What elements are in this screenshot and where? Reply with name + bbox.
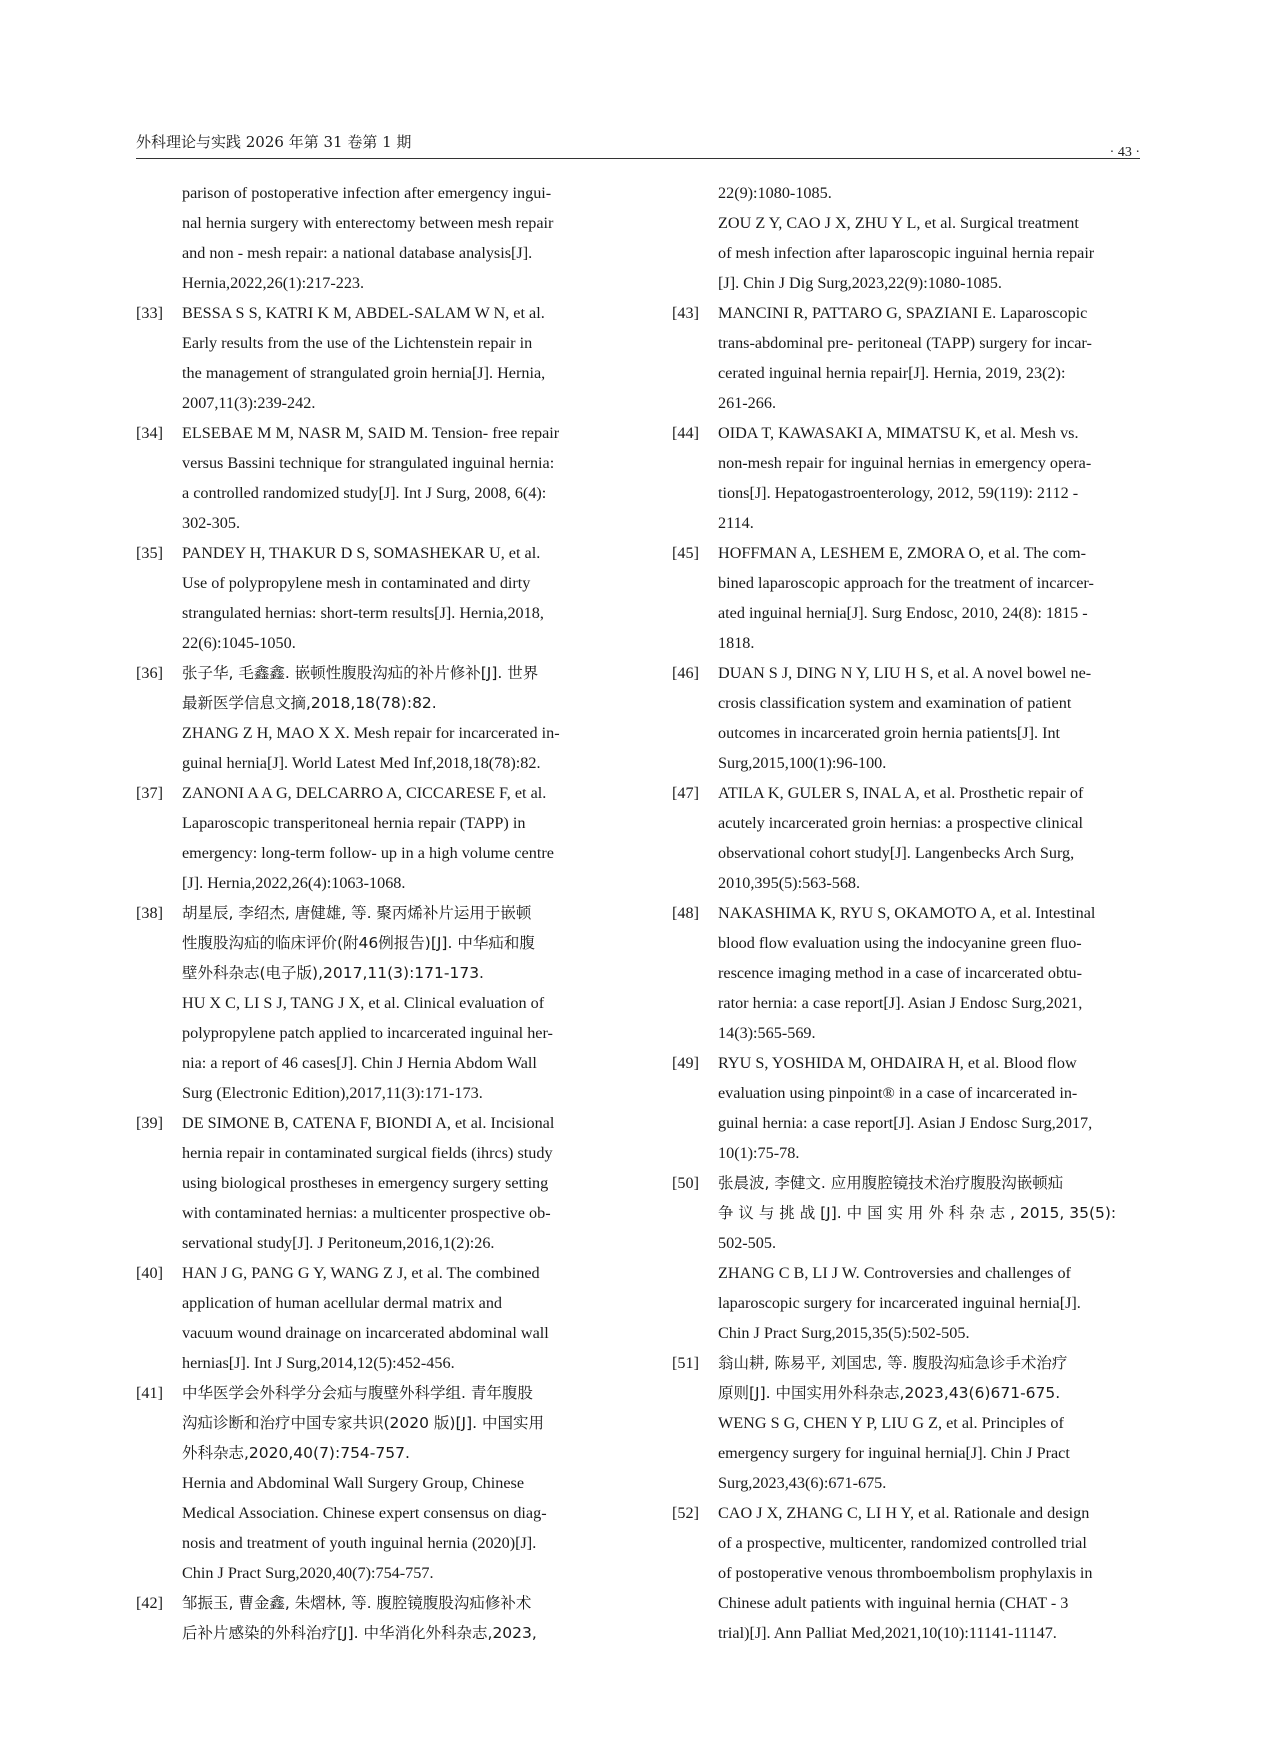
reference-number: [40] (136, 1264, 163, 1282)
reference-line: nosis and treatment of youth inguinal hernia (2020)[J]. (182, 1534, 537, 1552)
reference-line: 2114. (718, 514, 754, 532)
reference-number: [41] (136, 1384, 163, 1402)
reference-text (718, 1048, 1150, 1168)
reference-line: ZOU Z Y, CAO J X, ZHU Y L, et al. Surgical treatment (718, 214, 1079, 232)
reference-line: 10(1):75-78. (718, 1144, 800, 1162)
reference-number: [43] (672, 304, 699, 322)
reference-line: HAN J G, PANG G Y, WANG Z J, et al. The combined (182, 1264, 540, 1282)
reference-line: hernias[J]. Int J Surg,2014,12(5):452-456. (182, 1354, 455, 1372)
reference-continued (672, 178, 1150, 298)
reference-entry (136, 898, 610, 1108)
reference-line: of a prospective, multicenter, randomized controlled trial (718, 1534, 1087, 1552)
reference-line: guinal hernia[J]. World Latest Med Inf,2018,18(78):82. (182, 754, 541, 772)
reference-line: Surg,2023,43(6):671-675. (718, 1474, 887, 1492)
reference-entry (136, 658, 610, 778)
reference-line: 张子华, 毛鑫鑫. 嵌顿性腹股沟疝的补片修补[J]. 世界 (182, 664, 539, 682)
reference-line: Laparoscopic transperitoneal hernia repair (TAPP) in (182, 814, 526, 832)
reference-line: ELSEBAE M M, NASR M, SAID M. Tension- free repair (182, 424, 560, 442)
reference-text (182, 178, 610, 298)
reference-line: crosis classification system and examination of patient (718, 694, 1072, 712)
reference-entry (672, 1048, 1150, 1168)
reference-entry (672, 898, 1150, 1048)
reference-entry (672, 658, 1150, 778)
reference-line: rescence imaging method in a case of incarcerated obtu- (718, 964, 1083, 982)
reference-line: NAKASHIMA K, RYU S, OKAMOTO A, et al. Intestinal (718, 904, 1096, 922)
reference-entry (672, 1498, 1150, 1648)
reference-line: 502-505. (718, 1234, 776, 1252)
reference-line: ATILA K, GULER S, INAL A, et al. Prosthetic repair of (718, 784, 1084, 802)
reference-line: CAO J X, ZHANG C, LI H Y, et al. Rationale and design (718, 1504, 1090, 1522)
reference-line: vacuum wound drainage on incarcerated abdominal wall (182, 1324, 549, 1342)
reference-line: 翁山耕, 陈易平, 刘国忠, 等. 腹股沟疝急诊手术治疗 (718, 1354, 1068, 1372)
reference-text (718, 658, 1150, 778)
reference-text (718, 298, 1150, 418)
reference-number: [44] (672, 424, 699, 442)
reference-line: Early results from the use of the Lichtenstein repair in (182, 334, 533, 352)
reference-line: ZHANG Z H, MAO X X. Mesh repair for incarcerated in- (182, 724, 560, 742)
reference-line: DUAN S J, DING N Y, LIU H S, et al. A novel bowel ne- (718, 664, 1092, 682)
reference-line: HU X C, LI S J, TANG J X, et al. Clinical evaluation of (182, 994, 545, 1012)
reference-text (182, 1258, 610, 1378)
reference-line: bined laparoscopic approach for the treatment of incarcer- (718, 574, 1094, 592)
reference-line: Chin J Pract Surg,2020,40(7):754-757. (182, 1564, 434, 1582)
reference-line: 261-266. (718, 394, 776, 412)
reference-line: 22(9):1080-1085. (718, 184, 832, 202)
reference-text (718, 1498, 1150, 1648)
reference-line: 壁外科杂志(电子版),2017,11(3):171-173. (182, 964, 484, 982)
reference-line: servational study[J]. J Peritoneum,2016,1(2):26. (182, 1234, 495, 1252)
reference-line: Chinese adult patients with inguinal hernia (CHAT - 3 (718, 1594, 1069, 1612)
reference-line: laparoscopic surgery for incarcerated inguinal hernia[J]. (718, 1294, 1081, 1312)
reference-line: OIDA T, KAWASAKI A, MIMATSU K, et al. Mesh vs. (718, 424, 1079, 442)
reference-text (718, 418, 1150, 538)
reference-line: tions[J]. Hepatogastroenterology, 2012, 59(119): 2112 - (718, 484, 1079, 502)
reference-line: MANCINI R, PATTARO G, SPAZIANI E. Laparoscopic (718, 304, 1088, 322)
reference-line: 302-305. (182, 514, 240, 532)
reference-text (718, 898, 1150, 1048)
reference-line: emergency surgery for inguinal hernia[J]. Chin J Pract (718, 1444, 1070, 1462)
reference-text (182, 538, 610, 658)
reference-line: polypropylene patch applied to incarcerated inguinal her- (182, 1024, 553, 1042)
reference-line: 2010,395(5):563-568. (718, 874, 861, 892)
reference-line: nia: a report of 46 cases[J]. Chin J Hernia Abdom Wall (182, 1054, 537, 1072)
reference-line: ated inguinal hernia[J]. Surg Endosc, 2010, 24(8): 1815 - (718, 604, 1088, 622)
right-column (672, 178, 1150, 1648)
reference-line: 后补片感染的外科治疗[J]. 中华消化外科杂志,2023, (182, 1624, 537, 1642)
reference-line: of postoperative venous thromboembolism prophylaxis in (718, 1564, 1093, 1582)
reference-number: [35] (136, 544, 163, 562)
reference-continued (136, 178, 610, 298)
reference-line: ZANONI A A G, DELCARRO A, CICCARESE F, et al. (182, 784, 547, 802)
reference-line: 争 议 与 挑 战 [J]. 中 国 实 用 外 科 杂 志 , 2015, 35(5): (718, 1204, 1117, 1222)
reference-line: DE SIMONE B, CATENA F, BIONDI A, et al. Incisional (182, 1114, 555, 1132)
reference-line: application of human acellular dermal matrix and (182, 1294, 503, 1312)
reference-line: 外科杂志,2020,40(7):754-757. (182, 1444, 410, 1462)
reference-line: BESSA S S, KATRI K M, ABDEL-SALAM W N, et al. (182, 304, 545, 322)
reference-text (182, 298, 610, 418)
reference-line: the management of strangulated groin hernia[J]. Hernia, (182, 364, 546, 382)
reference-number: [49] (672, 1054, 699, 1072)
left-column (136, 178, 610, 1648)
reference-entry (672, 1168, 1150, 1348)
reference-number: [39] (136, 1114, 163, 1132)
reference-entry (136, 778, 610, 898)
reference-entry (672, 1348, 1150, 1498)
reference-text (718, 538, 1150, 658)
reference-line: 14(3):565-569. (718, 1024, 816, 1042)
running-header (136, 132, 1140, 159)
reference-entry (672, 418, 1150, 538)
reference-number: [46] (672, 664, 699, 682)
reference-line: Medical Association. Chinese expert consensus on diag- (182, 1504, 547, 1522)
reference-line: Use of polypropylene mesh in contaminated and dirty (182, 574, 531, 592)
reference-text (718, 1348, 1150, 1498)
reference-line: 2007,11(3):239-242. (182, 394, 316, 412)
reference-text (182, 778, 610, 898)
reference-line: [J]. Chin J Dig Surg,2023,22(9):1080-1085. (718, 274, 1002, 292)
reference-number: [33] (136, 304, 163, 322)
reference-line: a controlled randomized study[J]. Int J Surg, 2008, 6(4): (182, 484, 547, 502)
reference-line: guinal hernia: a case report[J]. Asian J Endosc Surg,2017, (718, 1114, 1093, 1132)
reference-line: nal hernia surgery with enterectomy between mesh repair (182, 214, 554, 232)
reference-text (182, 418, 610, 538)
reference-line: parison of postoperative infection after emergency ingui- (182, 184, 552, 202)
reference-line: with contaminated hernias: a multicenter prospective ob- (182, 1204, 551, 1222)
reference-text (718, 178, 1150, 298)
reference-line: 性腹股沟疝的临床评价(附46例报告)[J]. 中华疝和腹 (182, 934, 535, 952)
reference-entry (136, 1378, 610, 1588)
reference-line: ZHANG C B, LI J W. Controversies and challenges of (718, 1264, 1071, 1282)
reference-line: 沟疝诊断和治疗中国专家共识(2020 版)[J]. 中国实用 (182, 1414, 544, 1432)
reference-number: [34] (136, 424, 163, 442)
reference-line: and non - mesh repair: a national database analysis[J]. (182, 244, 533, 262)
reference-line: RYU S, YOSHIDA M, OHDAIRA H, et al. Blood flow (718, 1054, 1077, 1072)
reference-text (182, 1378, 610, 1588)
reference-number: [36] (136, 664, 163, 682)
reference-line: 原则[J]. 中国实用外科杂志,2023,43(6)671-675. (718, 1384, 1061, 1402)
reference-text (182, 1588, 610, 1648)
reference-entry (136, 418, 610, 538)
reference-line: WENG S G, CHEN Y P, LIU G Z, et al. Principles of (718, 1414, 1064, 1432)
reference-line: trans-abdominal pre- peritoneal (TAPP) surgery for incar- (718, 334, 1092, 352)
reference-entry (136, 1258, 610, 1378)
reference-line: non-mesh repair for inguinal hernias in emergency opera- (718, 454, 1092, 472)
reference-line: 张晨波, 李健文. 应用腹腔镜技术治疗腹股沟嵌顿疝 (718, 1174, 1064, 1192)
reference-line: observational cohort study[J]. Langenbecks Arch Surg, (718, 844, 1075, 862)
reference-line: versus Bassini technique for strangulated inguinal hernia: (182, 454, 555, 472)
reference-text (718, 1168, 1150, 1348)
reference-text (182, 1108, 610, 1258)
reference-line: strangulated hernias: short-term results[J]. Hernia,2018, (182, 604, 544, 622)
reference-line: PANDEY H, THAKUR D S, SOMASHEKAR U, et al. (182, 544, 541, 562)
reference-number: [52] (672, 1504, 699, 1522)
reference-line: outcomes in incarcerated groin hernia patients[J]. Int (718, 724, 1061, 742)
reference-line: blood flow evaluation using the indocyanine green fluo- (718, 934, 1082, 952)
reference-entry (136, 298, 610, 418)
reference-line: 22(6):1045-1050. (182, 634, 296, 652)
reference-line: 中华医学会外科学分会疝与腹壁外科学组. 青年腹股 (182, 1384, 533, 1402)
reference-line: of mesh infection after laparoscopic inguinal hernia repair (718, 244, 1095, 262)
reference-entry (136, 538, 610, 658)
reference-number: [51] (672, 1354, 699, 1372)
reference-line: Surg (Electronic Edition),2017,11(3):171-173. (182, 1084, 483, 1102)
reference-line: rator hernia: a case report[J]. Asian J Endosc Surg,2021, (718, 994, 1083, 1012)
reference-line: HOFFMAN A, LESHEM E, ZMORA O, et al. The com- (718, 544, 1086, 562)
reference-line: hernia repair in contaminated surgical fields (ihrcs) study (182, 1144, 553, 1162)
reference-number: [42] (136, 1594, 163, 1612)
reference-entry (672, 538, 1150, 658)
reference-line: 1818. (718, 634, 755, 652)
reference-entry (672, 298, 1150, 418)
reference-line: 胡星辰, 李绍杰, 唐健雄, 等. 聚丙烯补片运用于嵌顿 (182, 904, 532, 922)
journal-title: 外科理论与实践 2026 年第 31 卷第 1 期 (136, 133, 412, 151)
reference-line: Chin J Pract Surg,2015,35(5):502-505. (718, 1324, 970, 1342)
reference-line: Hernia and Abdominal Wall Surgery Group, Chinese (182, 1474, 525, 1492)
reference-number: [45] (672, 544, 699, 562)
reference-line: emergency: long-term follow- up in a high volume centre (182, 844, 554, 862)
reference-entry (136, 1588, 610, 1648)
reference-number: [37] (136, 784, 163, 802)
reference-entry (136, 1108, 610, 1258)
reference-text (718, 778, 1150, 898)
reference-line: using biological prostheses in emergency surgery setting (182, 1174, 549, 1192)
reference-number: [47] (672, 784, 699, 802)
reference-number: [38] (136, 904, 163, 922)
reference-number: [50] (672, 1174, 699, 1192)
reference-line: cerated inguinal hernia repair[J]. Hernia, 2019, 23(2): (718, 364, 1066, 382)
reference-line: trial)[J]. Ann Palliat Med,2021,10(10):11141-11147. (718, 1624, 1057, 1642)
reference-line: [J]. Hernia,2022,26(4):1063-1068. (182, 874, 406, 892)
reference-line: 最新医学信息文摘,2018,18(78):82. (182, 694, 437, 712)
reference-text (182, 658, 610, 778)
reference-line: Surg,2015,100(1):96-100. (718, 754, 887, 772)
reference-line: Hernia,2022,26(1):217-223. (182, 274, 365, 292)
reference-line: evaluation using pinpoint® in a case of incarcerated in- (718, 1084, 1078, 1102)
page-number: · 43 · (1109, 145, 1140, 160)
reference-number: [48] (672, 904, 699, 922)
reference-text (182, 898, 610, 1108)
reference-entry (672, 778, 1150, 898)
reference-line: acutely incarcerated groin hernias: a prospective clinical (718, 814, 1083, 832)
reference-line: 邹振玉, 曹金鑫, 朱熠林, 等. 腹腔镜腹股沟疝修补术 (182, 1594, 532, 1612)
